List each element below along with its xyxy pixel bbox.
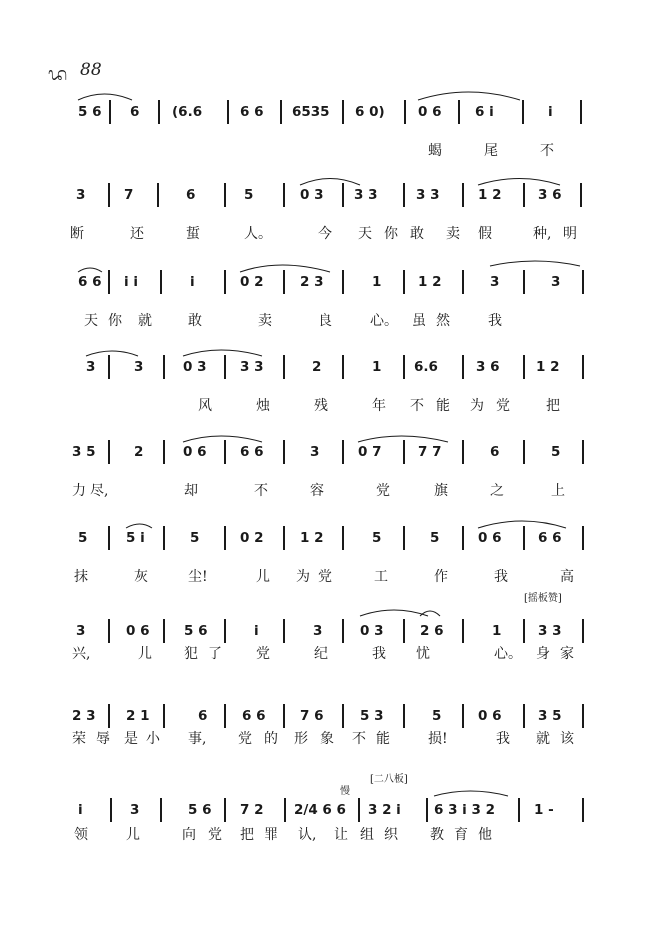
lyric: 心。	[370, 313, 398, 329]
barline	[462, 270, 464, 294]
lyric: 虽	[412, 313, 426, 329]
lyric: 罪	[264, 827, 278, 843]
note-group: 1	[372, 359, 382, 375]
note-group: 5	[372, 530, 382, 546]
lyric: 假	[478, 226, 492, 242]
note-group: 2	[312, 359, 322, 375]
lyric: 事,	[188, 731, 207, 747]
lyric: 旗	[434, 483, 448, 499]
barline	[283, 183, 285, 207]
barline	[283, 270, 285, 294]
barline	[403, 355, 405, 379]
score-line-2	[0, 183, 655, 253]
lyric: 让	[334, 827, 348, 843]
barline	[462, 440, 464, 464]
barline	[227, 100, 229, 124]
score-line-3	[0, 270, 655, 340]
lyric: 儿	[256, 569, 270, 585]
lyrics-row	[0, 310, 655, 330]
lyric: 的	[264, 731, 278, 747]
lyric: 了	[208, 646, 222, 662]
note-group: 6535	[292, 104, 330, 120]
barline	[108, 355, 110, 379]
note-group: 3 3	[416, 187, 440, 203]
barline	[582, 619, 584, 643]
barline	[518, 798, 520, 822]
lyric: 把	[546, 398, 560, 414]
barline	[358, 798, 360, 822]
note-group: 7 6	[300, 708, 324, 724]
barline	[523, 526, 525, 550]
note-group: 5	[432, 708, 442, 724]
note-group: i i	[124, 274, 138, 290]
lyric: 认,	[298, 827, 317, 843]
note-group: 0 2	[240, 274, 264, 290]
note-group: 1	[372, 274, 382, 290]
note-group: 3	[310, 444, 320, 460]
score-line-7	[0, 593, 655, 673]
lyric: 党	[318, 569, 332, 585]
lyric: 荣	[72, 731, 86, 747]
barline	[284, 798, 286, 822]
barline	[462, 704, 464, 728]
note-group: 5 6	[188, 802, 212, 818]
lyric: 该	[560, 731, 574, 747]
note-group: 2	[134, 444, 144, 460]
note-group: 3 5	[72, 444, 96, 460]
notes-row	[0, 270, 655, 296]
note-group: 0 3	[300, 187, 324, 203]
score-line-8	[0, 680, 655, 750]
lyric: 能	[376, 731, 390, 747]
barline	[462, 526, 464, 550]
score-line-1	[0, 100, 655, 170]
barline	[403, 704, 405, 728]
score-line-5	[0, 440, 655, 510]
lyric: 然	[436, 313, 450, 329]
note-group: 3 5	[538, 708, 562, 724]
note-group: 3	[551, 274, 561, 290]
note-group: 6.6	[414, 359, 438, 375]
barline	[582, 355, 584, 379]
barline	[224, 798, 226, 822]
note-group: 3	[490, 274, 500, 290]
note-group: 5	[244, 187, 254, 203]
note-group: 6 0)	[355, 104, 385, 120]
section-annotation: [二八板]	[370, 774, 408, 785]
note-group: 3	[134, 359, 144, 375]
note-group: 1 -	[534, 802, 554, 818]
barline	[523, 355, 525, 379]
lyric: 心。	[494, 646, 522, 662]
barline	[110, 798, 112, 822]
barline	[224, 270, 226, 294]
note-group: 3	[76, 623, 86, 639]
barline	[108, 619, 110, 643]
barline	[163, 704, 165, 728]
lyric: 党	[256, 646, 270, 662]
barline	[283, 440, 285, 464]
lyric: 纪	[314, 646, 328, 662]
barline	[404, 100, 406, 124]
barline	[342, 355, 344, 379]
lyrics-row	[0, 643, 655, 663]
note-group: i	[190, 274, 195, 290]
note-group: 3 3	[538, 623, 562, 639]
barline	[403, 270, 405, 294]
lyric: 为	[470, 398, 484, 414]
lyric: 不	[540, 143, 554, 159]
score-line-9	[0, 774, 655, 848]
lyric: 就	[536, 731, 550, 747]
barline	[582, 704, 584, 728]
notes-row	[0, 704, 655, 730]
barline	[426, 798, 428, 822]
lyric: 尽,	[90, 483, 109, 499]
note-group: 5	[78, 530, 88, 546]
note-group: 0 3	[183, 359, 207, 375]
barline	[224, 526, 226, 550]
note-group: 3 3	[354, 187, 378, 203]
barline	[158, 100, 160, 124]
barline	[283, 526, 285, 550]
barline	[224, 440, 226, 464]
barline	[403, 526, 405, 550]
barline	[224, 183, 226, 207]
note-group: 2 3	[300, 274, 324, 290]
lyric: 良	[318, 313, 332, 329]
lyric: 卖	[258, 313, 272, 329]
note-group: 5	[430, 530, 440, 546]
lyric: 力	[72, 483, 86, 499]
lyric: 为	[296, 569, 310, 585]
lyric: 还	[130, 226, 144, 242]
note-group: 3	[86, 359, 96, 375]
lyrics-row	[0, 395, 655, 415]
lyric: 家	[560, 646, 574, 662]
barline	[582, 526, 584, 550]
notes-row	[0, 526, 655, 552]
lyric: 忧	[416, 646, 430, 662]
lyric: 不	[410, 398, 424, 414]
barline	[224, 619, 226, 643]
note-group: 0 6	[183, 444, 207, 460]
barline	[163, 355, 165, 379]
lyric: 育	[454, 827, 468, 843]
note-group: 5 3	[360, 708, 384, 724]
score-line-4	[0, 355, 655, 425]
note-group: 1 2	[536, 359, 560, 375]
note-group: 6 6	[240, 104, 264, 120]
tempo-marking: 慢	[340, 786, 350, 797]
lyrics-row	[0, 480, 655, 500]
note-group: 0 7	[358, 444, 382, 460]
lyric: 蝎	[428, 143, 442, 159]
note-group: 6 6	[78, 274, 102, 290]
lyric: 组	[360, 827, 374, 843]
lyric: 却	[184, 483, 198, 499]
note-group: 6 6	[240, 444, 264, 460]
lyrics-row	[0, 223, 655, 243]
lyric: 我	[496, 731, 510, 747]
note-group: 1 2	[478, 187, 502, 203]
note-group: i	[254, 623, 259, 639]
barline	[462, 355, 464, 379]
notes-row	[0, 798, 655, 824]
notes-row	[0, 355, 655, 381]
note-group: 6 6	[538, 530, 562, 546]
note-group: i	[78, 802, 83, 818]
barline	[582, 440, 584, 464]
section-annotation: [摇板赞]	[524, 593, 562, 604]
barline	[108, 440, 110, 464]
note-group: 3	[130, 802, 140, 818]
lyric: 卖	[446, 226, 460, 242]
lyric: 明	[563, 226, 577, 242]
barline	[523, 270, 525, 294]
note-group: 0 6	[126, 623, 150, 639]
note-group: 6	[198, 708, 208, 724]
barline	[108, 270, 110, 294]
note-group: (6.6	[172, 104, 203, 120]
lyric: 尘!	[188, 569, 208, 585]
lyric: 他	[478, 827, 492, 843]
note-group: 3 6	[538, 187, 562, 203]
barline	[163, 440, 165, 464]
lyric: 容	[310, 483, 324, 499]
note-group: 5 6	[184, 623, 208, 639]
lyric: 上	[551, 483, 565, 499]
lyric: 高	[560, 569, 574, 585]
barline	[403, 183, 405, 207]
barline	[522, 100, 524, 124]
barline	[157, 183, 159, 207]
note-group: 3 2 i	[368, 802, 401, 818]
lyric: 向	[182, 827, 196, 843]
barline	[403, 619, 405, 643]
barline	[523, 440, 525, 464]
lyrics-row	[0, 728, 655, 748]
note-group: 5	[190, 530, 200, 546]
lyric: 你	[108, 313, 122, 329]
lyric: 我	[488, 313, 502, 329]
barline	[462, 183, 464, 207]
barline	[403, 440, 405, 464]
lyric: 教	[430, 827, 444, 843]
score-line-6	[0, 526, 655, 596]
barline	[163, 526, 165, 550]
barline	[109, 100, 111, 124]
notes-row	[0, 440, 655, 466]
barline	[108, 183, 110, 207]
lyric: 风	[198, 398, 212, 414]
note-group: 2 6	[420, 623, 444, 639]
notes-row	[0, 183, 655, 209]
note-group: 6 i	[475, 104, 494, 120]
barline	[160, 798, 162, 822]
note-group: i	[548, 104, 553, 120]
lyric: 烛	[256, 398, 270, 414]
note-group: 0 6	[478, 708, 502, 724]
note-group: 3	[76, 187, 86, 203]
lyric: 不	[352, 731, 366, 747]
note-group: 3 3	[240, 359, 264, 375]
note-group: 3 6	[476, 359, 500, 375]
note-group: 0 6	[478, 530, 502, 546]
barline	[580, 183, 582, 207]
lyric: 天	[358, 226, 372, 242]
note-group: 1 2	[418, 274, 442, 290]
note-group: 7 2	[240, 802, 264, 818]
lyric: 是	[124, 731, 138, 747]
barline	[582, 270, 584, 294]
note-group: 6 6	[242, 708, 266, 724]
barline	[523, 183, 525, 207]
lyric: 党	[496, 398, 510, 414]
lyric: 党	[208, 827, 222, 843]
lyric: 把	[240, 827, 254, 843]
lyric: 党	[376, 483, 390, 499]
lyric: 你	[384, 226, 398, 242]
barline	[283, 619, 285, 643]
barline	[458, 100, 460, 124]
barline	[342, 270, 344, 294]
lyric: 犯	[184, 646, 198, 662]
barline	[342, 440, 344, 464]
note-group: 2 1	[126, 708, 150, 724]
note-group: 6 3 i 3 2	[434, 802, 496, 818]
note-group: 5	[551, 444, 561, 460]
notes-row	[0, 100, 655, 126]
barline	[163, 619, 165, 643]
barline	[342, 183, 344, 207]
lyric: 兴,	[72, 646, 91, 662]
barline	[580, 100, 582, 124]
lyric: 织	[384, 827, 398, 843]
note-group: 5 6	[78, 104, 102, 120]
barline	[160, 270, 162, 294]
lyric: 工	[374, 569, 388, 585]
note-group: 5 i	[126, 530, 145, 546]
ornament-icon: ᬤ	[48, 64, 68, 85]
lyric: 领	[74, 827, 88, 843]
barline	[224, 355, 226, 379]
note-group: 1 2	[300, 530, 324, 546]
lyric: 身	[536, 646, 550, 662]
barline	[342, 526, 344, 550]
lyric: 党	[238, 731, 252, 747]
lyric: 抹	[74, 569, 88, 585]
lyric: 种,	[533, 226, 552, 242]
lyric: 敢	[410, 226, 424, 242]
lyrics-row	[0, 140, 655, 160]
lyric: 之	[490, 483, 504, 499]
note-group: 2 3	[72, 708, 96, 724]
barline	[523, 704, 525, 728]
barline	[523, 619, 525, 643]
note-group: 2/4 6 6	[294, 802, 346, 818]
lyric: 断	[70, 226, 84, 242]
lyric: 就	[138, 313, 152, 329]
page-number: 88	[80, 60, 102, 80]
barline	[283, 704, 285, 728]
lyric: 象	[320, 731, 334, 747]
lyric: 小	[146, 731, 160, 747]
note-group: 3	[313, 623, 323, 639]
barline	[108, 526, 110, 550]
lyric: 我	[494, 569, 508, 585]
note-group: 0 3	[360, 623, 384, 639]
lyrics-row	[0, 824, 655, 844]
note-group: 1	[492, 623, 502, 639]
lyric: 辱	[96, 731, 110, 747]
lyrics-row	[0, 566, 655, 586]
barline	[342, 619, 344, 643]
lyric: 年	[372, 398, 386, 414]
notes-row	[0, 619, 655, 645]
lyric: 不	[254, 483, 268, 499]
lyric: 灰	[134, 569, 148, 585]
note-group: 6	[186, 187, 196, 203]
note-group: 6	[490, 444, 500, 460]
barline	[582, 798, 584, 822]
lyric: 作	[434, 569, 448, 585]
lyric: 尾	[484, 143, 498, 159]
note-group: 0 6	[418, 104, 442, 120]
lyric: 儿	[138, 646, 152, 662]
lyric: 残	[314, 398, 328, 414]
lyric: 我	[372, 646, 386, 662]
note-group: 0 2	[240, 530, 264, 546]
barline	[342, 100, 344, 124]
note-group: 7	[124, 187, 134, 203]
lyric: 蜇	[186, 226, 200, 242]
barline	[108, 704, 110, 728]
lyric: 今	[318, 226, 332, 242]
note-group: 7 7	[418, 444, 442, 460]
lyric: 人。	[244, 226, 272, 242]
note-group: 6	[130, 104, 140, 120]
lyric: 形	[294, 731, 308, 747]
lyric: 能	[436, 398, 450, 414]
barline	[224, 704, 226, 728]
lyric: 儿	[126, 827, 140, 843]
lyric: 敢	[188, 313, 202, 329]
barline	[280, 100, 282, 124]
barline	[462, 619, 464, 643]
barline	[283, 355, 285, 379]
barline	[342, 704, 344, 728]
lyric: 天	[84, 313, 98, 329]
lyric: 损!	[428, 731, 448, 747]
